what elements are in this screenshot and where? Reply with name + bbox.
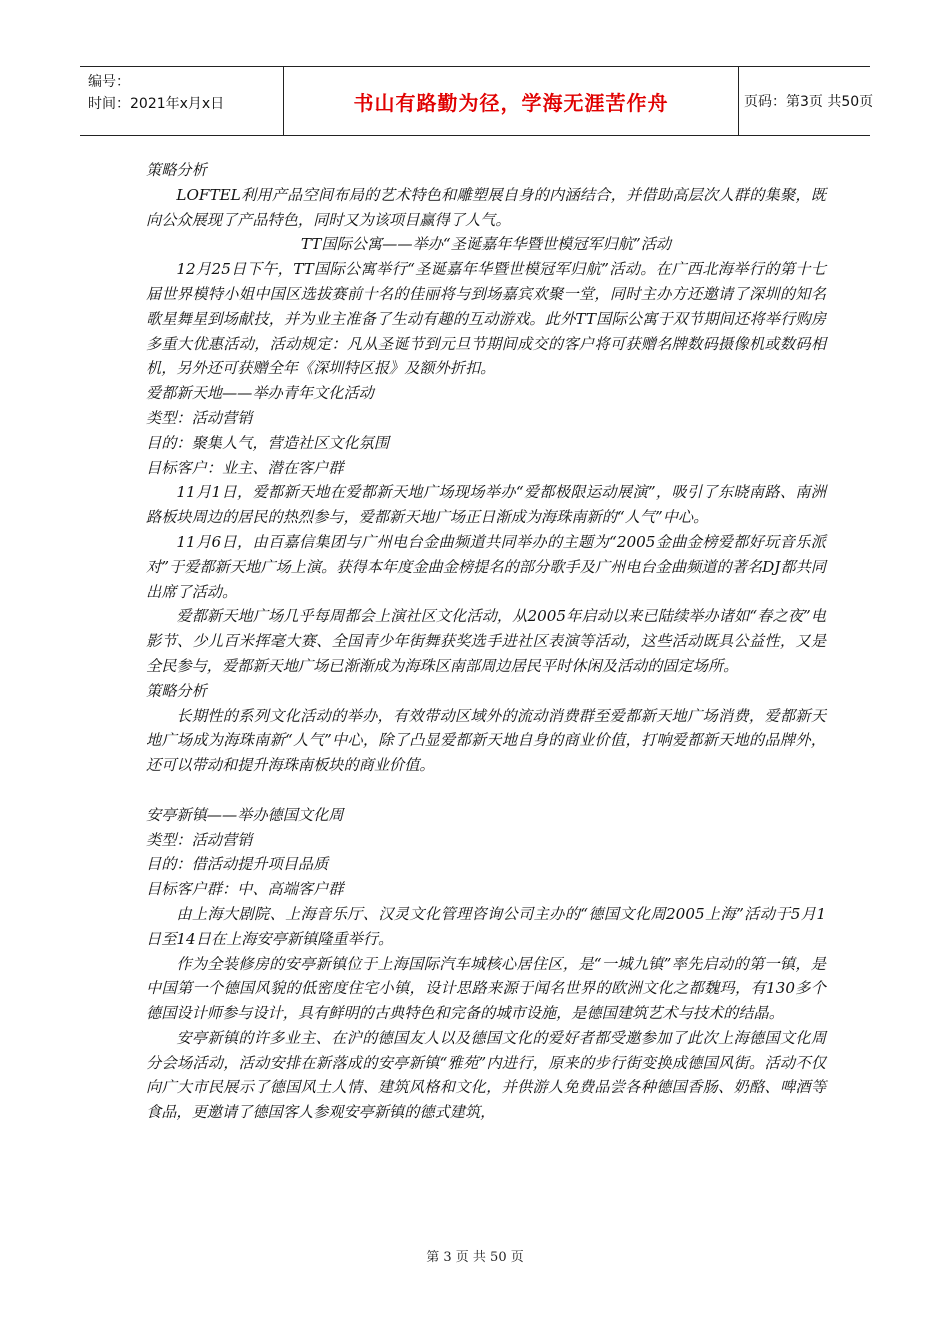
info-line: 目的：借活动提升项目品质	[146, 855, 329, 874]
info-line: 目标客户群：中、高端客户群	[146, 880, 344, 899]
paragraph: 11月6日，由百嘉信集团与广州电台金曲频道共同举办的主题为“2005金曲金榜爱都好玩音乐派对”于爱都新天地广场上演。获得本年度金曲金榜提名的部分歌手及广州电台金曲频道的著名DJ都共同出席了活动。	[146, 532, 826, 601]
header-motto: 书山有路勤为径，学海无涯苦作舟	[353, 90, 669, 115]
section-title: 爱都新天地——举办青年文化活动	[146, 384, 374, 403]
paragraph: 安亭新镇的许多业主、在沪的德国友人以及德国文化的爱好者都受邀参加了此次上海德国文化周分会场活动，活动安排在新落成的安亭新镇“雅苑”内进行，原来的步行街变换成德国风街。活动不仅向广大市民展示了德国风土人情、建筑风格和文化，并供游人免费品尝各种德国香肠、奶酪、啤酒等食品，更邀请了德国客人参观安亭新镇的德式建筑，	[146, 1028, 826, 1122]
paragraph: 作为全装修房的安亭新镇位于上海国际汽车城核心居住区，是“一城九镇”率先启动的第一镇，是中国第一个德国风貌的低密度住宅小镇，设计思路来源于闻名世界的欧洲文化之都魏玛，有130多个德国设计师参与设计，具有鲜明的古典特色和完备的城市设施，是德国建筑艺术与技术的结晶。	[146, 954, 826, 1023]
page-header	[80, 66, 874, 136]
blank-line	[146, 778, 826, 803]
paragraph: LOFTEL利用产品空间布局的艺术特色和雕塑展自身的内涵结合，并借助高层次人群的集聚，既向公众展现了产品特色，同时又为该项目赢得了人气。	[146, 185, 826, 229]
info-line: 类型：活动营销	[146, 408, 253, 427]
paragraph: 长期性的系列文化活动的举办，有效带动区域外的流动消费群至爱都新天地广场消费，爱都新天地广场成为海珠南新“人气”中心，除了凸显爱都新天地自身的商业价值，打响爱都新天地的品牌外，还可以带动和提升海珠南板块的商业价值。	[146, 706, 826, 775]
paragraph: 11月1日，爱都新天地在爱都新天地广场现场举办“爱都极限运动展演”，吸引了东晓南路、南洲路板块周边的居民的热烈参与，爱都新天地广场正日渐成为海珠南新的“人气”中心。	[146, 483, 826, 527]
info-line: 目的：聚集人气，营造社区文化氛围	[146, 433, 389, 452]
header-divider	[738, 67, 739, 135]
paragraph: 爱都新天地广场几乎每周都会上演社区文化活动，从2005年启动以来已陆续举办诸如“春之夜”电影节、少儿百米挥毫大赛、全国青少年街舞获奖选手进社区表演等活动，这些活动既具公益性，又是全民参与，爱都新天地广场已渐渐成为海珠区南部周边居民平时休闲及活动的固定场所。	[146, 607, 826, 675]
document-body	[146, 158, 826, 1125]
section-title: TT国际公寓——举办“圣诞嘉年华暨世模冠军归航”活动	[300, 235, 672, 254]
paragraph: 由上海大剧院、上海音乐厅、汉灵文化管理咨询公司主办的“德国文化周2005上海”活动于5月1日至14日在上海安亭新镇隆重举行。	[146, 904, 826, 948]
info-line: 目标客户：业主、潜在客户群	[146, 458, 344, 477]
section-heading: 策略分析	[146, 161, 207, 179]
section-heading: 策略分析	[146, 681, 207, 700]
info-line: 类型：活动营销	[146, 830, 253, 849]
document-time: 时间：2021年x月x日	[88, 96, 225, 112]
document-number: 编号：	[88, 74, 130, 90]
header-meta	[88, 71, 278, 115]
page-footer: 第 3 页 共 50 页	[426, 1250, 524, 1265]
header-page-info: 页码：第3页 共50页	[744, 94, 874, 110]
section-title: 安亭新镇——举办德国文化周	[146, 805, 344, 824]
paragraph: 12月25日下午，TT国际公寓举行“圣诞嘉年华暨世模冠军归航”活动。在广西北海举行的第十七届世界模特小姐中国区选拔赛前十名的佳丽将与到场嘉宾欢聚一堂，同时主办方还邀请了深圳的知名歌星舞星到场献技，并为业主准备了生动有趣的互动游戏。此外TT国际公寓于双节期间还将举行购房多重大优惠活动，活动规定：凡从圣诞节到元旦节期间成交的客户将可获赠名牌数码摄像机或数码相机，另外还可获赠全年《深圳特区报》及额外折扣。	[146, 260, 826, 378]
